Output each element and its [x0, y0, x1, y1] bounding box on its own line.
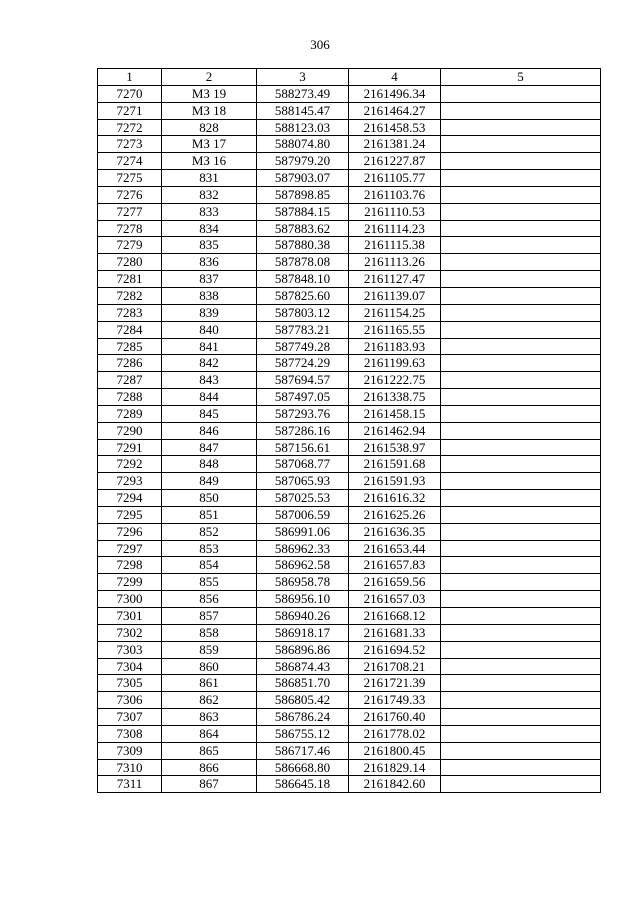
x-coordinate-cell: 586668.80	[257, 759, 349, 776]
point-id-cell: 863	[162, 709, 257, 726]
table-row	[98, 203, 601, 220]
note-cell	[441, 540, 601, 557]
point-id-cell: МЗ 16	[162, 153, 257, 170]
row-number-cell: 7306	[98, 692, 162, 709]
x-coordinate-cell: 586958.78	[257, 574, 349, 591]
y-coordinate-cell: 2161657.83	[349, 557, 441, 574]
table-row	[98, 321, 601, 338]
x-coordinate-cell: 586940.26	[257, 608, 349, 625]
table-row	[98, 692, 601, 709]
table-row	[98, 119, 601, 136]
x-coordinate-cell: 587848.10	[257, 271, 349, 288]
point-id-cell: 847	[162, 439, 257, 456]
note-cell	[441, 591, 601, 608]
table-row	[98, 641, 601, 658]
row-number-cell: 7272	[98, 119, 162, 136]
x-coordinate-cell: 586805.42	[257, 692, 349, 709]
x-coordinate-cell: 586851.70	[257, 675, 349, 692]
x-coordinate-cell: 586786.24	[257, 709, 349, 726]
y-coordinate-cell: 2161338.75	[349, 389, 441, 406]
row-number-cell: 7295	[98, 506, 162, 523]
table-row	[98, 186, 601, 203]
y-coordinate-cell: 2161139.07	[349, 287, 441, 304]
point-id-cell: 858	[162, 624, 257, 641]
note-cell	[441, 220, 601, 237]
x-coordinate-cell: 587724.29	[257, 355, 349, 372]
note-cell	[441, 119, 601, 136]
y-coordinate-cell: 2161103.76	[349, 186, 441, 203]
row-number-cell: 7309	[98, 742, 162, 759]
y-coordinate-cell: 2161110.53	[349, 203, 441, 220]
point-id-cell: 839	[162, 304, 257, 321]
table-row	[98, 557, 601, 574]
point-id-cell: 851	[162, 506, 257, 523]
row-number-cell: 7279	[98, 237, 162, 254]
table-row	[98, 456, 601, 473]
point-id-cell: 831	[162, 170, 257, 187]
table-row	[98, 675, 601, 692]
x-coordinate-cell: 586874.43	[257, 658, 349, 675]
y-coordinate-cell: 2161657.03	[349, 591, 441, 608]
row-number-cell: 7281	[98, 271, 162, 288]
note-cell	[441, 355, 601, 372]
y-coordinate-cell: 2161165.55	[349, 321, 441, 338]
x-coordinate-cell: 587006.59	[257, 506, 349, 523]
y-coordinate-cell: 2161154.25	[349, 304, 441, 321]
y-coordinate-cell: 2161464.27	[349, 102, 441, 119]
table-row	[98, 237, 601, 254]
x-coordinate-cell: 586962.33	[257, 540, 349, 557]
note-cell	[441, 490, 601, 507]
row-number-cell: 7288	[98, 389, 162, 406]
point-id-cell: 838	[162, 287, 257, 304]
row-number-cell: 7290	[98, 422, 162, 439]
note-cell	[441, 658, 601, 675]
note-cell	[441, 372, 601, 389]
point-id-cell: 841	[162, 338, 257, 355]
row-number-cell: 7302	[98, 624, 162, 641]
note-cell	[441, 675, 601, 692]
x-coordinate-cell: 587803.12	[257, 304, 349, 321]
table-row	[98, 574, 601, 591]
row-number-cell: 7285	[98, 338, 162, 355]
y-coordinate-cell: 2161115.38	[349, 237, 441, 254]
note-cell	[441, 624, 601, 641]
row-number-cell: 7307	[98, 709, 162, 726]
point-id-cell: 861	[162, 675, 257, 692]
point-id-cell: 866	[162, 759, 257, 776]
table-row	[98, 405, 601, 422]
note-cell	[441, 725, 601, 742]
x-coordinate-cell: 587694.57	[257, 372, 349, 389]
y-coordinate-cell: 2161842.60	[349, 776, 441, 793]
row-number-cell: 7296	[98, 523, 162, 540]
y-coordinate-cell: 2161114.23	[349, 220, 441, 237]
point-id-cell: 859	[162, 641, 257, 658]
x-coordinate-cell: 587286.16	[257, 422, 349, 439]
y-coordinate-cell: 2161113.26	[349, 254, 441, 271]
y-coordinate-cell: 2161829.14	[349, 759, 441, 776]
x-coordinate-cell: 587979.20	[257, 153, 349, 170]
row-number-cell: 7305	[98, 675, 162, 692]
y-coordinate-cell: 2161591.68	[349, 456, 441, 473]
table-row	[98, 287, 601, 304]
y-coordinate-cell: 2161199.63	[349, 355, 441, 372]
row-number-cell: 7310	[98, 759, 162, 776]
x-coordinate-cell: 587497.05	[257, 389, 349, 406]
row-number-cell: 7275	[98, 170, 162, 187]
note-cell	[441, 338, 601, 355]
column-header-1: 1	[98, 69, 162, 86]
y-coordinate-cell: 2161538.97	[349, 439, 441, 456]
row-number-cell: 7292	[98, 456, 162, 473]
row-number-cell: 7300	[98, 591, 162, 608]
point-id-cell: 828	[162, 119, 257, 136]
x-coordinate-cell: 586717.46	[257, 742, 349, 759]
y-coordinate-cell: 2161694.52	[349, 641, 441, 658]
point-id-cell: 832	[162, 186, 257, 203]
row-number-cell: 7304	[98, 658, 162, 675]
table-row	[98, 523, 601, 540]
row-number-cell: 7291	[98, 439, 162, 456]
note-cell	[441, 287, 601, 304]
column-header-3: 3	[257, 69, 349, 86]
y-coordinate-cell: 2161227.87	[349, 153, 441, 170]
x-coordinate-cell: 588074.80	[257, 136, 349, 153]
note-cell	[441, 389, 601, 406]
x-coordinate-cell: 586991.06	[257, 523, 349, 540]
y-coordinate-cell: 2161381.24	[349, 136, 441, 153]
y-coordinate-cell: 2161721.39	[349, 675, 441, 692]
note-cell	[441, 574, 601, 591]
x-coordinate-cell: 588273.49	[257, 85, 349, 102]
point-id-cell: 852	[162, 523, 257, 540]
x-coordinate-cell: 587903.07	[257, 170, 349, 187]
note-cell	[441, 557, 601, 574]
table-row	[98, 709, 601, 726]
table-row	[98, 439, 601, 456]
row-number-cell: 7273	[98, 136, 162, 153]
table-row	[98, 220, 601, 237]
note-cell	[441, 186, 601, 203]
row-number-cell: 7303	[98, 641, 162, 658]
x-coordinate-cell: 588145.47	[257, 102, 349, 119]
table-row	[98, 591, 601, 608]
table-row	[98, 153, 601, 170]
point-id-cell: 842	[162, 355, 257, 372]
note-cell	[441, 271, 601, 288]
point-id-cell: 843	[162, 372, 257, 389]
note-cell	[441, 422, 601, 439]
note-cell	[441, 439, 601, 456]
note-cell	[441, 523, 601, 540]
note-cell	[441, 759, 601, 776]
table-row	[98, 338, 601, 355]
table-row	[98, 271, 601, 288]
column-header-5: 5	[441, 69, 601, 86]
point-id-cell: 849	[162, 473, 257, 490]
y-coordinate-cell: 2161749.33	[349, 692, 441, 709]
table-row	[98, 658, 601, 675]
x-coordinate-cell: 587883.62	[257, 220, 349, 237]
note-cell	[441, 254, 601, 271]
note-cell	[441, 405, 601, 422]
point-id-cell: 840	[162, 321, 257, 338]
note-cell	[441, 203, 601, 220]
column-header-2: 2	[162, 69, 257, 86]
row-number-cell: 7301	[98, 608, 162, 625]
table-row	[98, 759, 601, 776]
row-number-cell: 7280	[98, 254, 162, 271]
row-number-cell: 7298	[98, 557, 162, 574]
note-cell	[441, 102, 601, 119]
note-cell	[441, 608, 601, 625]
x-coordinate-cell: 587065.93	[257, 473, 349, 490]
row-number-cell: 7274	[98, 153, 162, 170]
column-header-4: 4	[349, 69, 441, 86]
row-number-cell: 7270	[98, 85, 162, 102]
point-id-cell: 845	[162, 405, 257, 422]
x-coordinate-cell: 586896.86	[257, 641, 349, 658]
y-coordinate-cell: 2161668.12	[349, 608, 441, 625]
x-coordinate-cell: 587025.53	[257, 490, 349, 507]
y-coordinate-cell: 2161105.77	[349, 170, 441, 187]
x-coordinate-cell: 586645.18	[257, 776, 349, 793]
point-id-cell: 850	[162, 490, 257, 507]
x-coordinate-cell: 587293.76	[257, 405, 349, 422]
y-coordinate-cell: 2161681.33	[349, 624, 441, 641]
y-coordinate-cell: 2161636.35	[349, 523, 441, 540]
point-id-cell: 854	[162, 557, 257, 574]
x-coordinate-cell: 586918.17	[257, 624, 349, 641]
row-number-cell: 7311	[98, 776, 162, 793]
page-number: 306	[310, 37, 330, 52]
y-coordinate-cell: 2161127.47	[349, 271, 441, 288]
point-id-cell: 848	[162, 456, 257, 473]
y-coordinate-cell: 2161222.75	[349, 372, 441, 389]
table-row	[98, 506, 601, 523]
y-coordinate-cell: 2161458.15	[349, 405, 441, 422]
table-row	[98, 742, 601, 759]
note-cell	[441, 709, 601, 726]
row-number-cell: 7276	[98, 186, 162, 203]
x-coordinate-cell: 586956.10	[257, 591, 349, 608]
x-coordinate-cell: 587783.21	[257, 321, 349, 338]
table-row	[98, 624, 601, 641]
note-cell	[441, 153, 601, 170]
x-coordinate-cell: 588123.03	[257, 119, 349, 136]
point-id-cell: 837	[162, 271, 257, 288]
row-number-cell: 7308	[98, 725, 162, 742]
row-number-cell: 7299	[98, 574, 162, 591]
y-coordinate-cell: 2161183.93	[349, 338, 441, 355]
table-row	[98, 102, 601, 119]
table-row	[98, 136, 601, 153]
point-id-cell: 855	[162, 574, 257, 591]
y-coordinate-cell: 2161616.32	[349, 490, 441, 507]
note-cell	[441, 641, 601, 658]
table-row	[98, 355, 601, 372]
point-id-cell: 862	[162, 692, 257, 709]
row-number-cell: 7297	[98, 540, 162, 557]
y-coordinate-cell: 2161800.45	[349, 742, 441, 759]
y-coordinate-cell: 2161653.44	[349, 540, 441, 557]
y-coordinate-cell: 2161659.56	[349, 574, 441, 591]
y-coordinate-cell: 2161458.53	[349, 119, 441, 136]
x-coordinate-cell: 587825.60	[257, 287, 349, 304]
point-id-cell: 833	[162, 203, 257, 220]
y-coordinate-cell: 2161708.21	[349, 658, 441, 675]
point-id-cell: МЗ 17	[162, 136, 257, 153]
row-number-cell: 7293	[98, 473, 162, 490]
table-row	[98, 389, 601, 406]
point-id-cell: 835	[162, 237, 257, 254]
row-number-cell: 7282	[98, 287, 162, 304]
row-number-cell: 7278	[98, 220, 162, 237]
x-coordinate-cell: 587880.38	[257, 237, 349, 254]
x-coordinate-cell: 586962.58	[257, 557, 349, 574]
x-coordinate-cell: 587068.77	[257, 456, 349, 473]
row-number-cell: 7277	[98, 203, 162, 220]
table-row	[98, 372, 601, 389]
note-cell	[441, 456, 601, 473]
note-cell	[441, 170, 601, 187]
x-coordinate-cell: 587898.85	[257, 186, 349, 203]
table-row	[98, 608, 601, 625]
row-number-cell: 7283	[98, 304, 162, 321]
table-row	[98, 422, 601, 439]
x-coordinate-cell: 587156.61	[257, 439, 349, 456]
table-header-row	[98, 69, 601, 86]
row-number-cell: 7271	[98, 102, 162, 119]
note-cell	[441, 304, 601, 321]
table-row	[98, 170, 601, 187]
row-number-cell: 7294	[98, 490, 162, 507]
table-body	[98, 85, 601, 792]
point-id-cell: 846	[162, 422, 257, 439]
table-row	[98, 85, 601, 102]
x-coordinate-cell: 587749.28	[257, 338, 349, 355]
y-coordinate-cell: 2161760.40	[349, 709, 441, 726]
note-cell	[441, 237, 601, 254]
y-coordinate-cell: 2161462.94	[349, 422, 441, 439]
note-cell	[441, 85, 601, 102]
x-coordinate-cell: 587878.08	[257, 254, 349, 271]
point-id-cell: 836	[162, 254, 257, 271]
point-id-cell: 867	[162, 776, 257, 793]
point-id-cell: 856	[162, 591, 257, 608]
note-cell	[441, 473, 601, 490]
y-coordinate-cell: 2161591.93	[349, 473, 441, 490]
row-number-cell: 7284	[98, 321, 162, 338]
y-coordinate-cell: 2161625.26	[349, 506, 441, 523]
y-coordinate-cell: 2161496.34	[349, 85, 441, 102]
y-coordinate-cell: 2161778.02	[349, 725, 441, 742]
point-id-cell: 834	[162, 220, 257, 237]
point-id-cell: 857	[162, 608, 257, 625]
x-coordinate-cell: 586755.12	[257, 725, 349, 742]
table-row	[98, 776, 601, 793]
point-id-cell: МЗ 18	[162, 102, 257, 119]
row-number-cell: 7286	[98, 355, 162, 372]
table-row	[98, 304, 601, 321]
table-row	[98, 254, 601, 271]
table-row	[98, 490, 601, 507]
row-number-cell: 7287	[98, 372, 162, 389]
point-id-cell: 844	[162, 389, 257, 406]
row-number-cell: 7289	[98, 405, 162, 422]
note-cell	[441, 136, 601, 153]
x-coordinate-cell: 587884.15	[257, 203, 349, 220]
table-row	[98, 725, 601, 742]
point-id-cell: МЗ 19	[162, 85, 257, 102]
note-cell	[441, 776, 601, 793]
point-id-cell: 865	[162, 742, 257, 759]
coordinates-table	[97, 68, 601, 793]
table-row	[98, 473, 601, 490]
point-id-cell: 864	[162, 725, 257, 742]
note-cell	[441, 506, 601, 523]
note-cell	[441, 321, 601, 338]
point-id-cell: 860	[162, 658, 257, 675]
point-id-cell: 853	[162, 540, 257, 557]
note-cell	[441, 692, 601, 709]
table-row	[98, 540, 601, 557]
note-cell	[441, 742, 601, 759]
